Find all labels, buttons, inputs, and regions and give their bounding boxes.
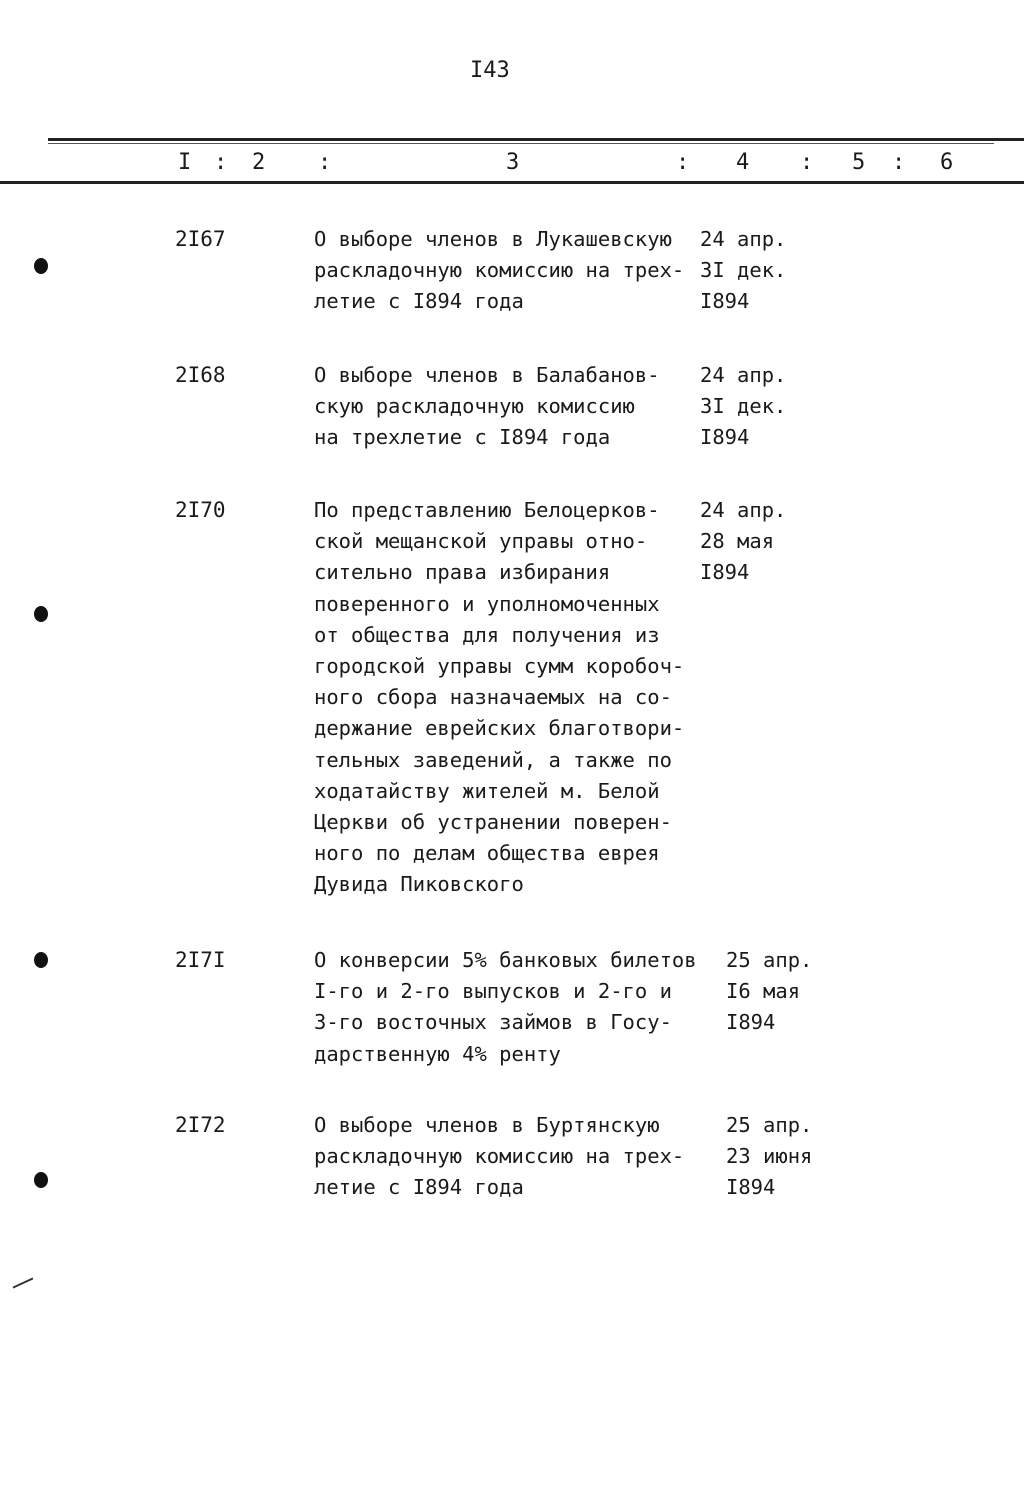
column-separator: : (676, 150, 690, 175)
entry-description: По представлению Белоцерков- ской мещанской управы отно- сительно права избирания поверенного и уполномоченных от общества для получения из городской управы сумм коробоч- ного сбора назначаемых на со- держание еврейских благотвори- тельных заведений, а также по ходатайству жителей м. Белой Церкви об устранении поверен- ного по делам общества еврея Дувида Пиковского (314, 498, 685, 897)
entry-description: О выборе членов в Буртянскую раскладочную комиссию на трех- летие с I894 года (314, 1113, 685, 1200)
entry-number: 2I7I (175, 948, 226, 972)
entry-number: 2I72 (175, 1113, 226, 1137)
entry-number: 2I67 (175, 227, 226, 251)
binding-hole (34, 1172, 48, 1188)
entry-dates: 25 апр. I6 мая I894 (726, 948, 813, 1035)
entry-description: О конверсии 5% банковых билетов I-го и 2-го выпусков и 2-го и 3-го восточных займов в Госу- дарственную 4% ренту (314, 948, 697, 1066)
top-rule-thin (48, 143, 994, 144)
entry-number: 2I68 (175, 363, 226, 387)
column-separator: : (214, 150, 228, 175)
column-header-4: 4 (736, 150, 750, 175)
column-separator: : (892, 150, 906, 175)
column-header-6: 6 (940, 150, 954, 175)
column-header-2: 2 (252, 150, 266, 175)
header-bottom-rule (0, 181, 1024, 184)
binding-hole (34, 606, 48, 622)
entry-number: 2I70 (175, 498, 226, 522)
entry-dates: 25 апр. 23 июня I894 (726, 1113, 813, 1200)
entry-description: О выборе членов в Лукашевскую раскладочную комиссию на трех- летие с I894 года (314, 227, 685, 314)
entry-dates: 24 апр. 3I дек. I894 (700, 363, 787, 450)
column-header-1: I (178, 150, 192, 175)
pencil-mark (13, 1277, 34, 1288)
column-separator: : (800, 150, 814, 175)
entry-dates: 24 апр. 3I дек. I894 (700, 227, 787, 314)
entry-description: О выборе членов в Балабанов- скую раскладочную комиссию на трехлетие с I894 года (314, 363, 660, 450)
entry-dates: 24 апр. 28 мая I894 (700, 498, 787, 585)
binding-hole (34, 952, 48, 968)
column-header-5: 5 (852, 150, 866, 175)
page-number: I43 (470, 58, 510, 83)
column-header-3: 3 (506, 150, 520, 175)
top-rule (48, 138, 1024, 141)
column-separator: : (318, 150, 332, 175)
binding-hole (34, 258, 48, 274)
